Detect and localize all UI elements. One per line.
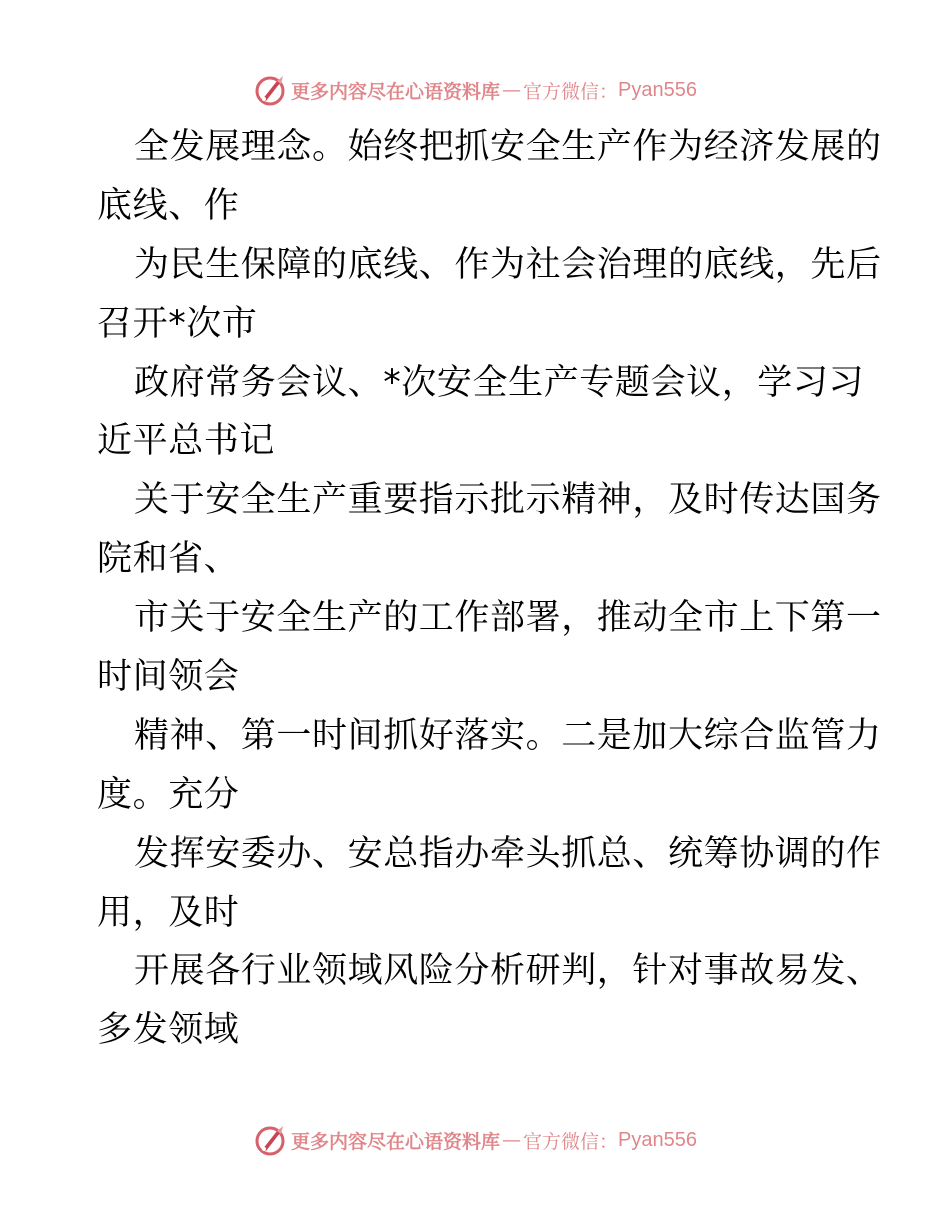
quill-pen-logo-icon <box>253 1123 287 1157</box>
text-line: 多发领域 <box>97 1010 240 1051</box>
watermark-dash: — <box>502 1129 522 1151</box>
watermark-wechat-label: 官方微信： <box>523 1130 619 1153</box>
text-line: 为民生保障的底线、作为社会治理的底线，先后 <box>134 244 882 285</box>
text-line: 政府常务会议、*次安全生产专题会议，学习习 <box>134 362 865 403</box>
watermark-brand: 更多内容尽在心语资料库 <box>291 1130 501 1153</box>
text-line: 发挥安委办、安总指办牵头抓总、统筹协调的作 <box>134 833 882 874</box>
text-line: 精神、第一时间抓好落实。二是加大综合监管力 <box>134 715 882 756</box>
text-line: 底线、作 <box>97 185 240 226</box>
quill-pen-logo-icon <box>253 73 287 107</box>
watermark-dash: — <box>502 79 522 101</box>
watermark-wechat-label: 官方微信： <box>523 80 619 103</box>
watermark-brand: 更多内容尽在心语资料库 <box>291 80 501 103</box>
text-line: 用，及时 <box>97 892 240 933</box>
text-line: 市关于安全生产的工作部署，推动全市上下第一 <box>134 598 882 639</box>
text-line: 召开*次市 <box>97 303 258 344</box>
watermark-wechat-id: Pyan556 <box>618 78 697 101</box>
text-line: 度。充分 <box>97 774 240 815</box>
text-line: 时间领会 <box>97 657 240 698</box>
footer-watermark <box>0 1120 950 1160</box>
text-line: 近平总书记 <box>97 421 276 462</box>
text-line: 关于安全生产重要指示批示精神，及时传达国务 <box>134 480 882 521</box>
document-body <box>97 118 882 1060</box>
watermark-wechat-id: Pyan556 <box>618 1128 697 1151</box>
header-watermark <box>0 70 950 110</box>
text-line: 开展各行业领域风险分析研判，针对事故易发、 <box>134 951 882 992</box>
text-line: 全发展理念。始终把抓安全生产作为经济发展的 <box>134 127 882 167</box>
text-line: 院和省、 <box>97 539 240 580</box>
